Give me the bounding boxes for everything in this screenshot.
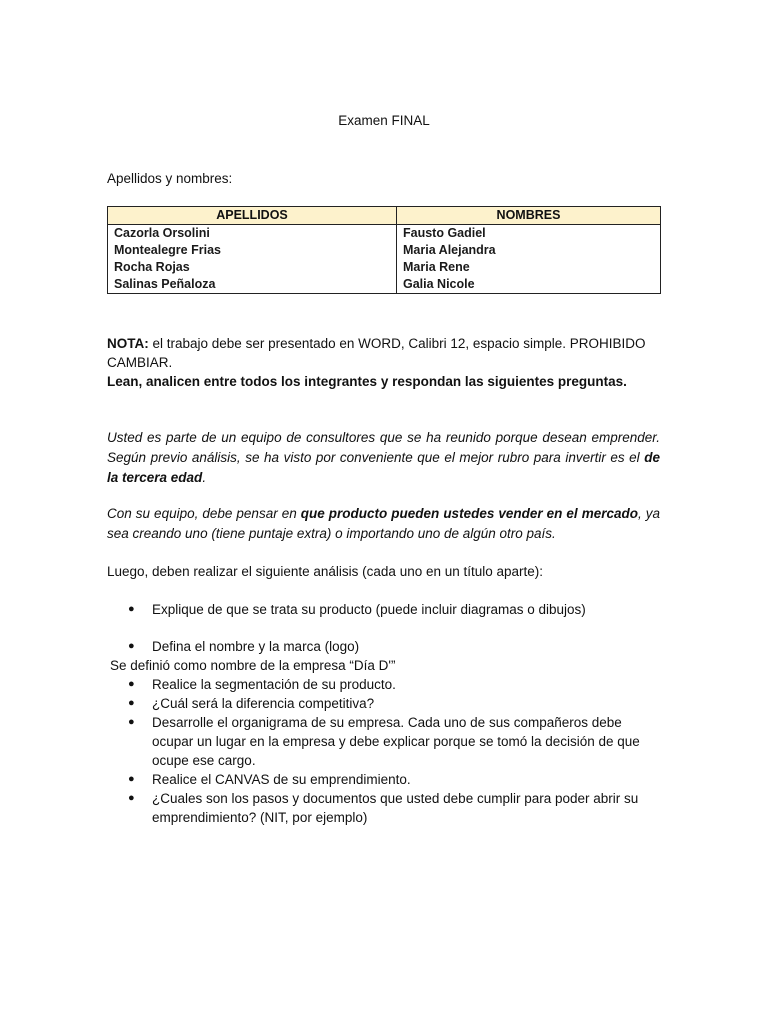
context-text: Usted es parte de un equipo de consultores que se ha reunido porque desean emprender. Según previo análisis, se ha visto por conveniente que el mejor rubro para invertir es el: [107, 430, 660, 465]
context-end: .: [202, 470, 207, 485]
header-apellidos: APELLIDOS: [108, 207, 397, 225]
nota-text: el trabajo debe ser presentado en WORD, Calibri 12, espacio simple. PROHIBIDO CAMBIAR.: [107, 336, 646, 370]
cell-nombre: Galia Nicole: [397, 276, 661, 294]
list-item-text: Desarrolle el organigrama de su empresa. Cada uno de sus compañeros debe ocupar un lugar en la empresa y debe explicar porque se tomó la decisión de que ocupe ese cargo.: [152, 715, 640, 768]
product-paragraph: [107, 504, 660, 544]
list-item: [128, 637, 658, 656]
table-row: [108, 259, 661, 276]
list-item-text: Realice el CANVAS de su emprendimiento.: [152, 772, 411, 787]
header-nombres: NOMBRES: [397, 207, 661, 225]
table-header-row: [108, 207, 661, 225]
context-paragraph: [107, 428, 660, 488]
list-item-text: ¿Cuál será la diferencia competitiva?: [152, 696, 375, 711]
bullet-icon: ●: [128, 773, 135, 785]
bullet-icon: ●: [128, 697, 135, 709]
bullet-icon: ●: [128, 678, 135, 690]
table-row: [108, 225, 661, 243]
list-item-text: Realice la segmentación de su producto.: [152, 677, 396, 692]
list-item: [128, 770, 658, 789]
cell-apellido: Cazorla Orsolini: [108, 225, 397, 243]
list-item: [128, 600, 658, 619]
instruction-paragraph: Lean, analicen entre todos los integrantes y respondan las siguientes preguntas.: [107, 374, 627, 389]
list-item: [128, 713, 658, 770]
list-item-text: ¿Cuales son los pasos y documentos que usted debe cumplir para poder abrir su emprendimiento? (NIT, por ejemplo): [152, 791, 639, 825]
company-name-note: Se definió como nombre de la empresa “Día D'”: [110, 658, 396, 673]
bullet-icon: ●: [128, 792, 135, 804]
analysis-intro: Luego, deben realizar el siguiente análisis (cada uno en un título aparte):: [107, 564, 544, 579]
bullet-icon: ●: [128, 640, 135, 652]
students-table: [107, 206, 661, 294]
bullet-icon: ●: [128, 716, 135, 728]
list-item: [128, 675, 658, 694]
document-title: Examen FINAL: [338, 113, 430, 128]
bullet-icon: ●: [128, 603, 135, 615]
list-item-text: Explique de que se trata su producto (puede incluir diagramas o dibujos): [152, 602, 586, 617]
cell-nombre: Maria Rene: [397, 259, 661, 276]
list-item: [128, 789, 658, 827]
names-label: Apellidos y nombres:: [107, 171, 233, 186]
cell-nombre: Fausto Gadiel: [397, 225, 661, 243]
product-start: Con su equipo, debe pensar en: [107, 506, 301, 521]
list-item: [128, 694, 658, 713]
nota-paragraph: [107, 334, 662, 372]
product-bold: que producto pueden ustedes vender en el mercado: [300, 506, 638, 521]
list-item-text: Defina el nombre y la marca (logo): [152, 639, 360, 654]
nota-label: NOTA:: [107, 336, 149, 351]
context-bold: de la tercera edad: [107, 450, 660, 485]
cell-apellido: Salinas Peñaloza: [108, 276, 397, 294]
table-row: [108, 242, 661, 259]
table-row: [108, 276, 661, 294]
cell-apellido: Montealegre Frias: [108, 242, 397, 259]
product-end: , ya sea creando uno (tiene puntaje extra) o importando uno de algún otro país.: [107, 506, 660, 541]
cell-nombre: Maria Alejandra: [397, 242, 661, 259]
cell-apellido: Rocha Rojas: [108, 259, 397, 276]
